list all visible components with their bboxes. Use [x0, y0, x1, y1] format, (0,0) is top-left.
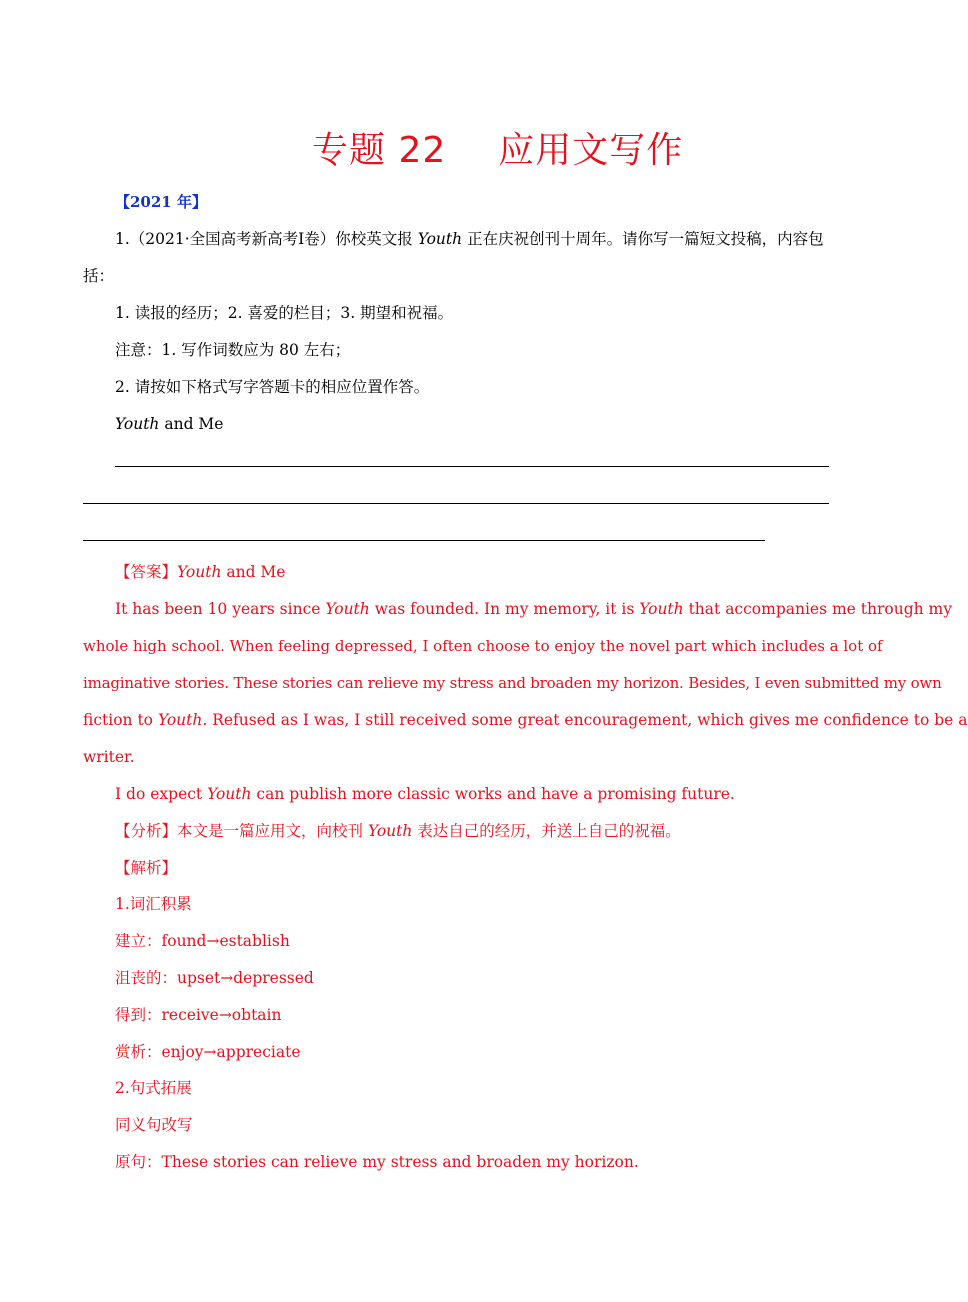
analysis-text: 本文是一篇应用文，向校刊 [177, 822, 368, 840]
answer-text: was founded. In my memory, it is [369, 600, 640, 618]
essay-heading-italic: Youth [115, 415, 160, 433]
answer-line-4 [83, 709, 968, 731]
vocab-item: 沮丧的：upset→depressed [115, 969, 314, 987]
answer-text: It has been 10 years since [115, 600, 326, 618]
rewrite-heading: 同义句改写 [115, 1116, 193, 1134]
answer-title-italic: Youth [177, 563, 222, 581]
answer-line-3: imaginative stories. These stories can relieve my stress and broaden my horizon. Besides, I even submitted my own [83, 674, 942, 692]
answer-title [115, 561, 285, 583]
question-text: 1.（2021·全国高考新高考Ⅰ卷）你校英文报 [115, 230, 418, 248]
answer-text: fiction to [83, 711, 158, 729]
answer-text: that accompanies me through my [683, 600, 952, 618]
page-title [312, 122, 683, 173]
answer-italic: Youth [157, 711, 203, 729]
answer-title-rest: and Me [221, 563, 286, 581]
section-vocabulary: 1.词汇积累 [115, 895, 192, 913]
section-sentence: 2.句式拓展 [115, 1079, 192, 1097]
question-requirements: 1. 读报的经历；2. 喜爱的栏目；3. 期望和祝福。 [115, 304, 454, 322]
answer-label: 【答案】 [115, 563, 178, 581]
answer-text: . Refused as I was, I still received some great encouragement, which gives me confidence to be a [202, 711, 968, 729]
analysis-label: 【分析】 [115, 822, 178, 840]
answer-line-5: writer. [83, 748, 135, 766]
question-line-1 [115, 228, 824, 250]
explanation-label: 【解析】 [115, 859, 178, 877]
answer-line-2: whole high school. When feeling depressed, I often choose to enjoy the novel part which includes a lot of [83, 637, 883, 655]
question-text: 正在庆祝创刊十周年。请你写一篇短文投稿，内容包 [462, 230, 824, 248]
original-sentence: 原句：These stories can relieve my stress and broaden my horizon. [115, 1153, 639, 1171]
title-part-1: 专题 22 [312, 130, 447, 171]
vocab-item: 得到：receive→obtain [115, 1006, 282, 1024]
analysis-italic: Youth [367, 822, 413, 840]
vocab-item: 建立：found→establish [115, 932, 290, 950]
analysis-text: 表达自己的经历，并送上自己的祝福。 [412, 822, 681, 840]
question-note-1: 注意：1. 写作词数应为 80 左右； [115, 341, 351, 359]
answer-line-1 [115, 598, 952, 620]
analysis [115, 820, 681, 842]
essay-heading-rest: and Me [159, 415, 224, 433]
blank-line-3 [83, 540, 765, 541]
year-tag: 【2021 年】 [115, 193, 207, 211]
essay-heading [115, 413, 223, 435]
answer-italic: Youth [207, 785, 252, 803]
question-line-2: 括： [83, 267, 115, 285]
blank-line-2 [83, 503, 829, 504]
blank-line-1 [115, 466, 829, 467]
answer-text: I do expect [115, 785, 208, 803]
answer-italic: Youth [639, 600, 684, 618]
question-note-2: 2. 请按如下格式写字答题卡的相应位置作答。 [115, 378, 430, 396]
answer-paragraph-2 [115, 783, 735, 805]
vocab-item: 赏析：enjoy→appreciate [115, 1043, 301, 1061]
answer-italic: Youth [325, 600, 370, 618]
question-italic: Youth [417, 230, 463, 248]
title-part-2: 应用文写作 [498, 130, 684, 171]
answer-text: can publish more classic works and have a promising future. [251, 785, 735, 803]
